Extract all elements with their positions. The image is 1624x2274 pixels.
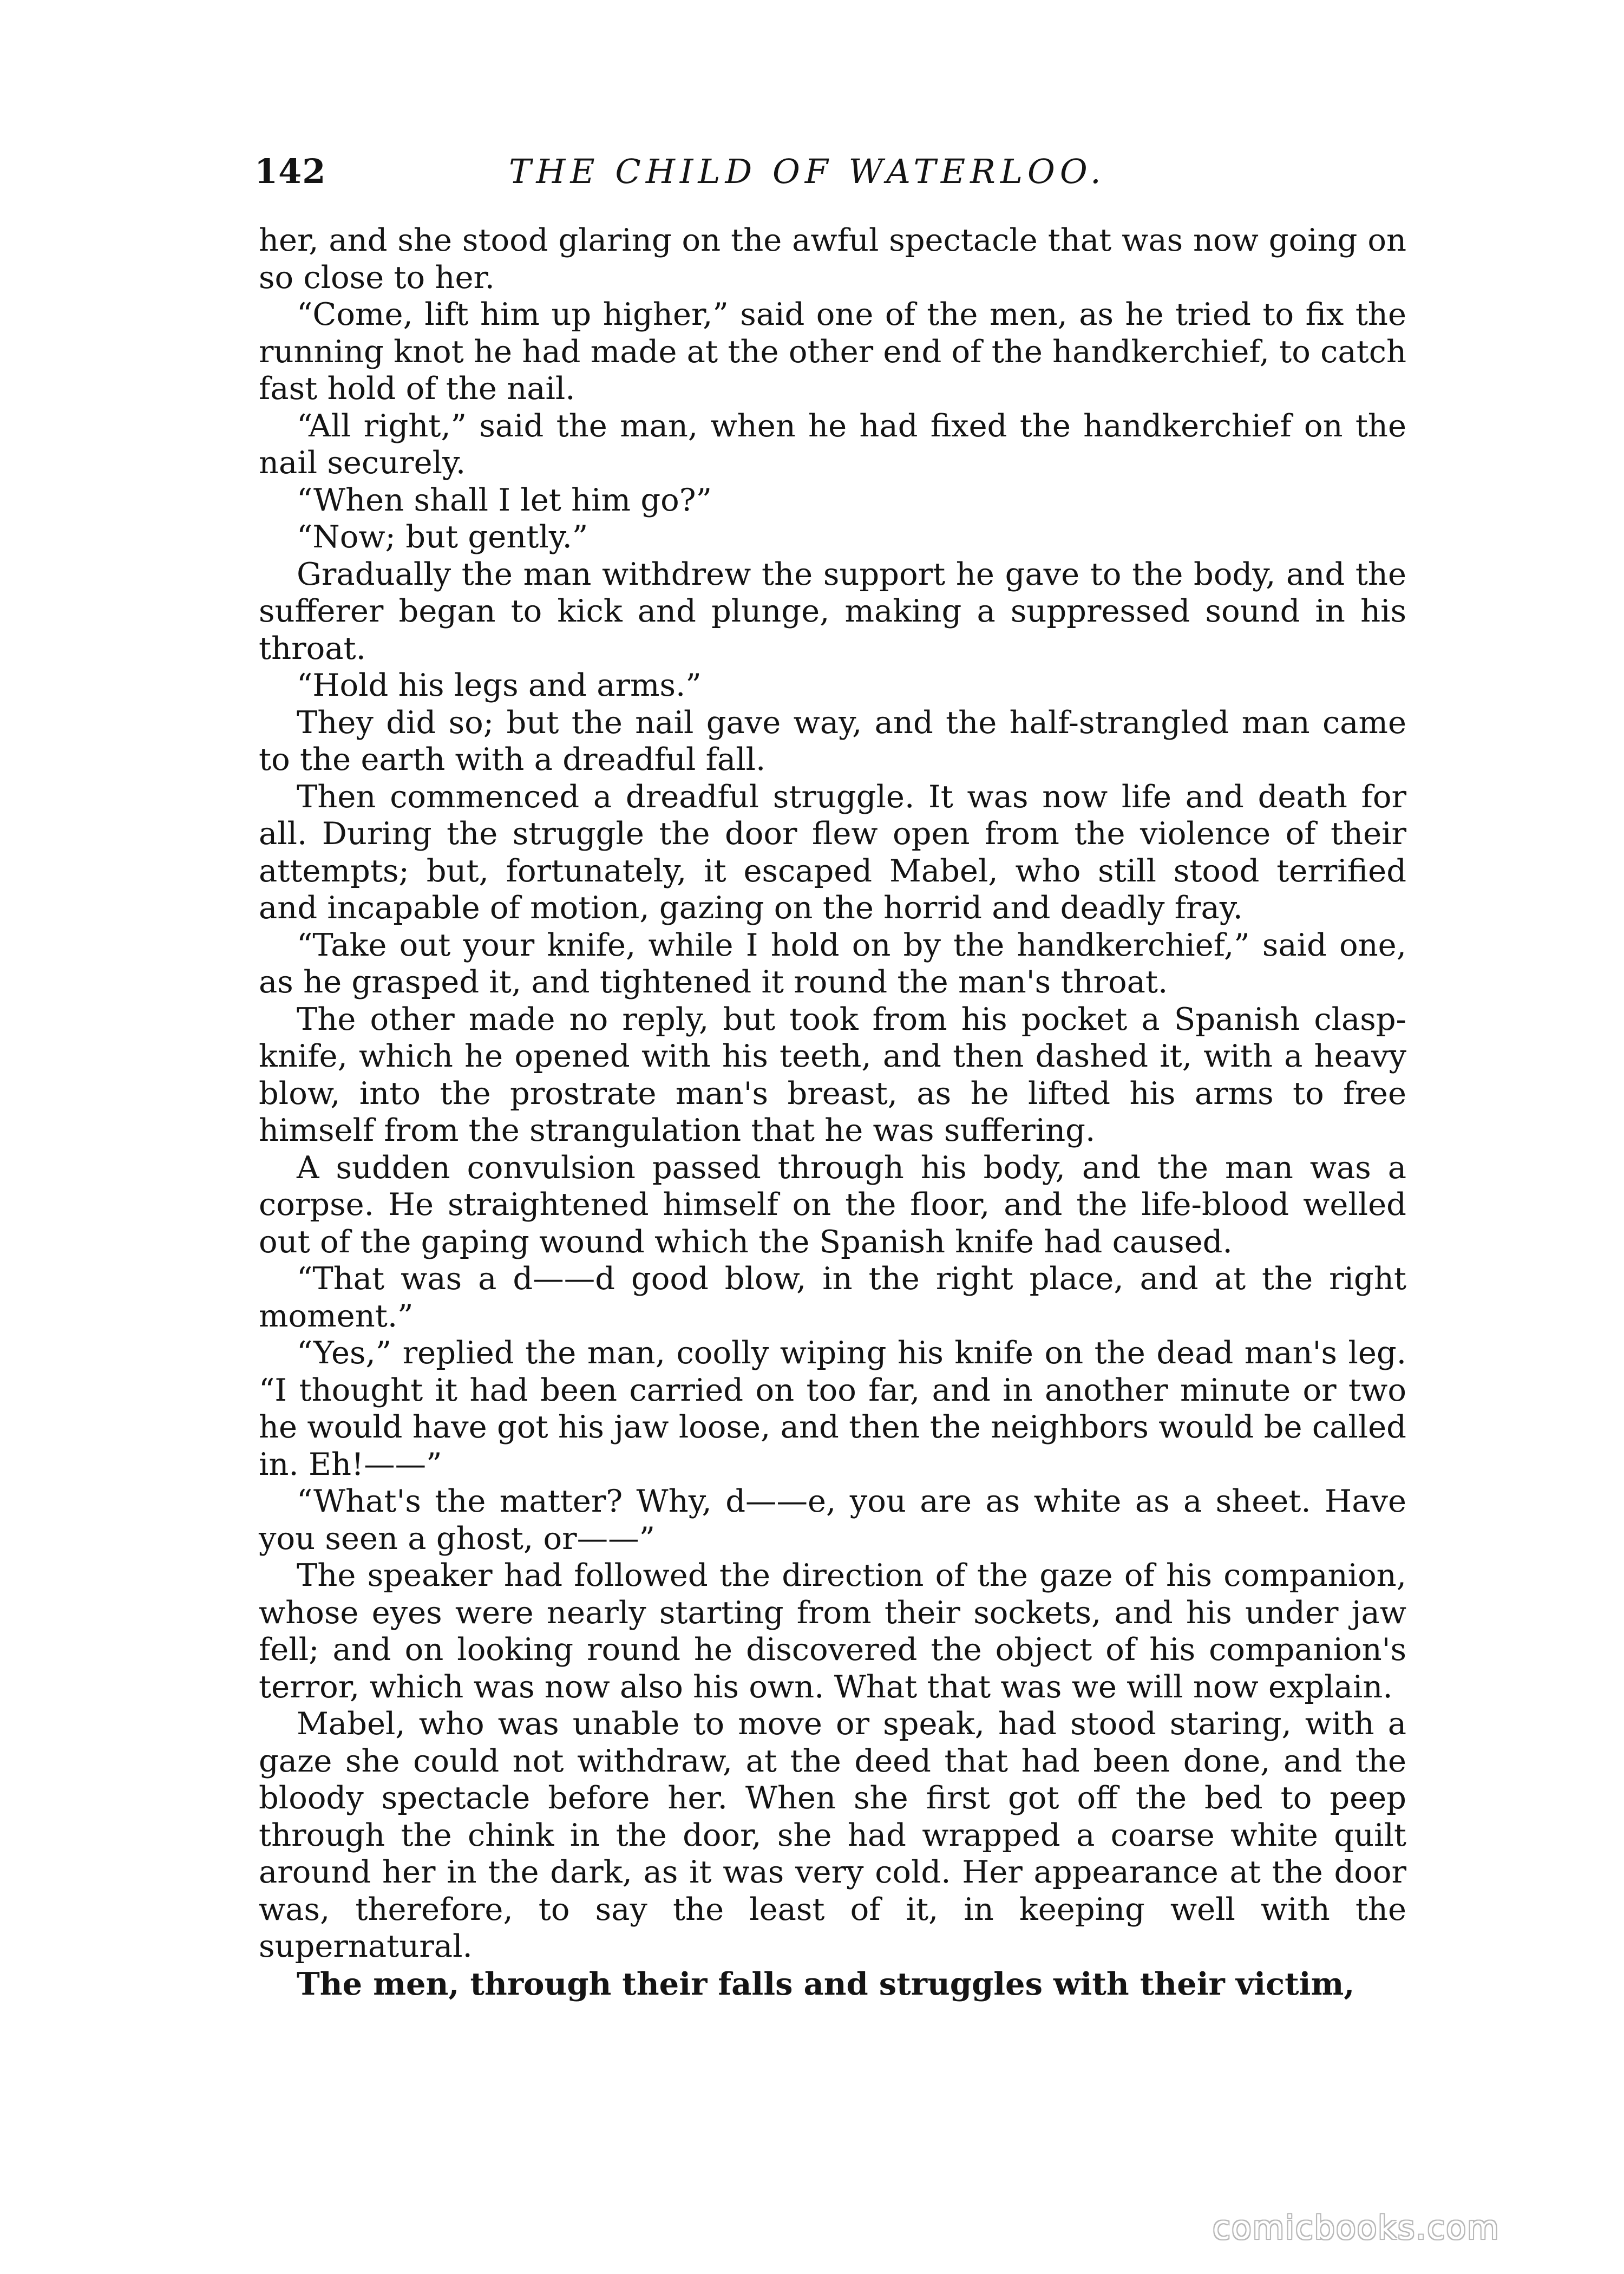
- watermark: comicbooks.com: [1213, 2209, 1500, 2247]
- paragraph: “When shall I let him go?”: [297, 481, 712, 518]
- paragraph: The speaker had followed the direction of the gaze of his companion, whose eyes were nearly starting from their sockets, and his under jaw fell; and on looking round he discovered the object of his companion's terror, which was now also his own. What that was we will now explain.: [259, 1557, 1406, 1705]
- running-head: [254, 152, 1402, 211]
- paragraph: “What's the matter? Why, d——e, you are as white as a sheet. Have you seen a ghost, or——”: [259, 1483, 1406, 1557]
- paragraph: Mabel, who was unable to move or speak, had stood staring, with a gaze she could not withdraw, at the deed that had been done, and the bloody spectacle before her. When she first got off the bed to peep through the chink in the door, she had wrapped a coarse white quilt around her in the dark, as it was very cold. Her appearance at the door was, therefore, to say the least of it, in keeping well with the supernatural.: [259, 1706, 1406, 1964]
- running-title: THE CHILD OF WATERLOO.: [509, 152, 1106, 191]
- paragraph: “Yes,” replied the man, coolly wiping his knife on the dead man's leg. “I thought it had been carried on too far, and in another minute or two he would have got his jaw loose, and then the neighbors would be called in. Eh!——”: [259, 1335, 1406, 1482]
- paragraph: “Take out your knife, while I hold on by the handkerchief,” said one, as he grasped it, and tightened it round the man's throat.: [259, 926, 1406, 1000]
- paragraph: “That was a d——d good blow, in the right place, and at the right moment.”: [259, 1260, 1406, 1334]
- paragraph: They did so; but the nail gave way, and the half-strangled man came to the earth with a dreadful fall.: [259, 704, 1406, 777]
- paragraph: The other made no reply, but took from his pocket a Spanish clasp-knife, which he opened with his teeth, and then dashed it, with a heavy blow, into the prostrate man's breast, as he lifted his arms to free himself from the strangulation that he was suffering.: [259, 1001, 1406, 1148]
- body-text: [259, 222, 1406, 2002]
- paragraph: Gradually the man withdrew the support he gave to the body, and the sufferer began to kick and plunge, making a suppressed sound in his throat.: [259, 556, 1406, 666]
- paragraph: “Come, lift him up higher,” said one of the men, as he tried to fix the running knot he had made at the other end of the handkerchief, to catch fast hold of the nail.: [259, 296, 1406, 407]
- paragraph: The men, through their falls and struggles with their victim,: [297, 1965, 1355, 2002]
- paragraph: her, and she stood glaring on the awful spectacle that was now going on so close to her.: [259, 222, 1406, 296]
- paragraph: A sudden convulsion passed through his body, and the man was a corpse. He straightened himself on the floor, and the life-blood welled out of the gaping wound which the Spanish knife had caused.: [259, 1149, 1406, 1260]
- paragraph: Then commenced a dreadful struggle. It was now life and death for all. During the struggle the door flew open from the violence of their attempts; but, fortunately, it escaped Mabel, who still stood terrified and incapable of motion, gazing on the horrid and deadly fray.: [259, 778, 1406, 926]
- page-number: 142: [254, 152, 326, 191]
- paragraph: “Now; but gently.”: [297, 519, 588, 555]
- paragraph: “All right,” said the man, when he had fixed the handkerchief on the nail securely.: [259, 407, 1406, 481]
- paragraph: “Hold his legs and arms.”: [297, 667, 702, 703]
